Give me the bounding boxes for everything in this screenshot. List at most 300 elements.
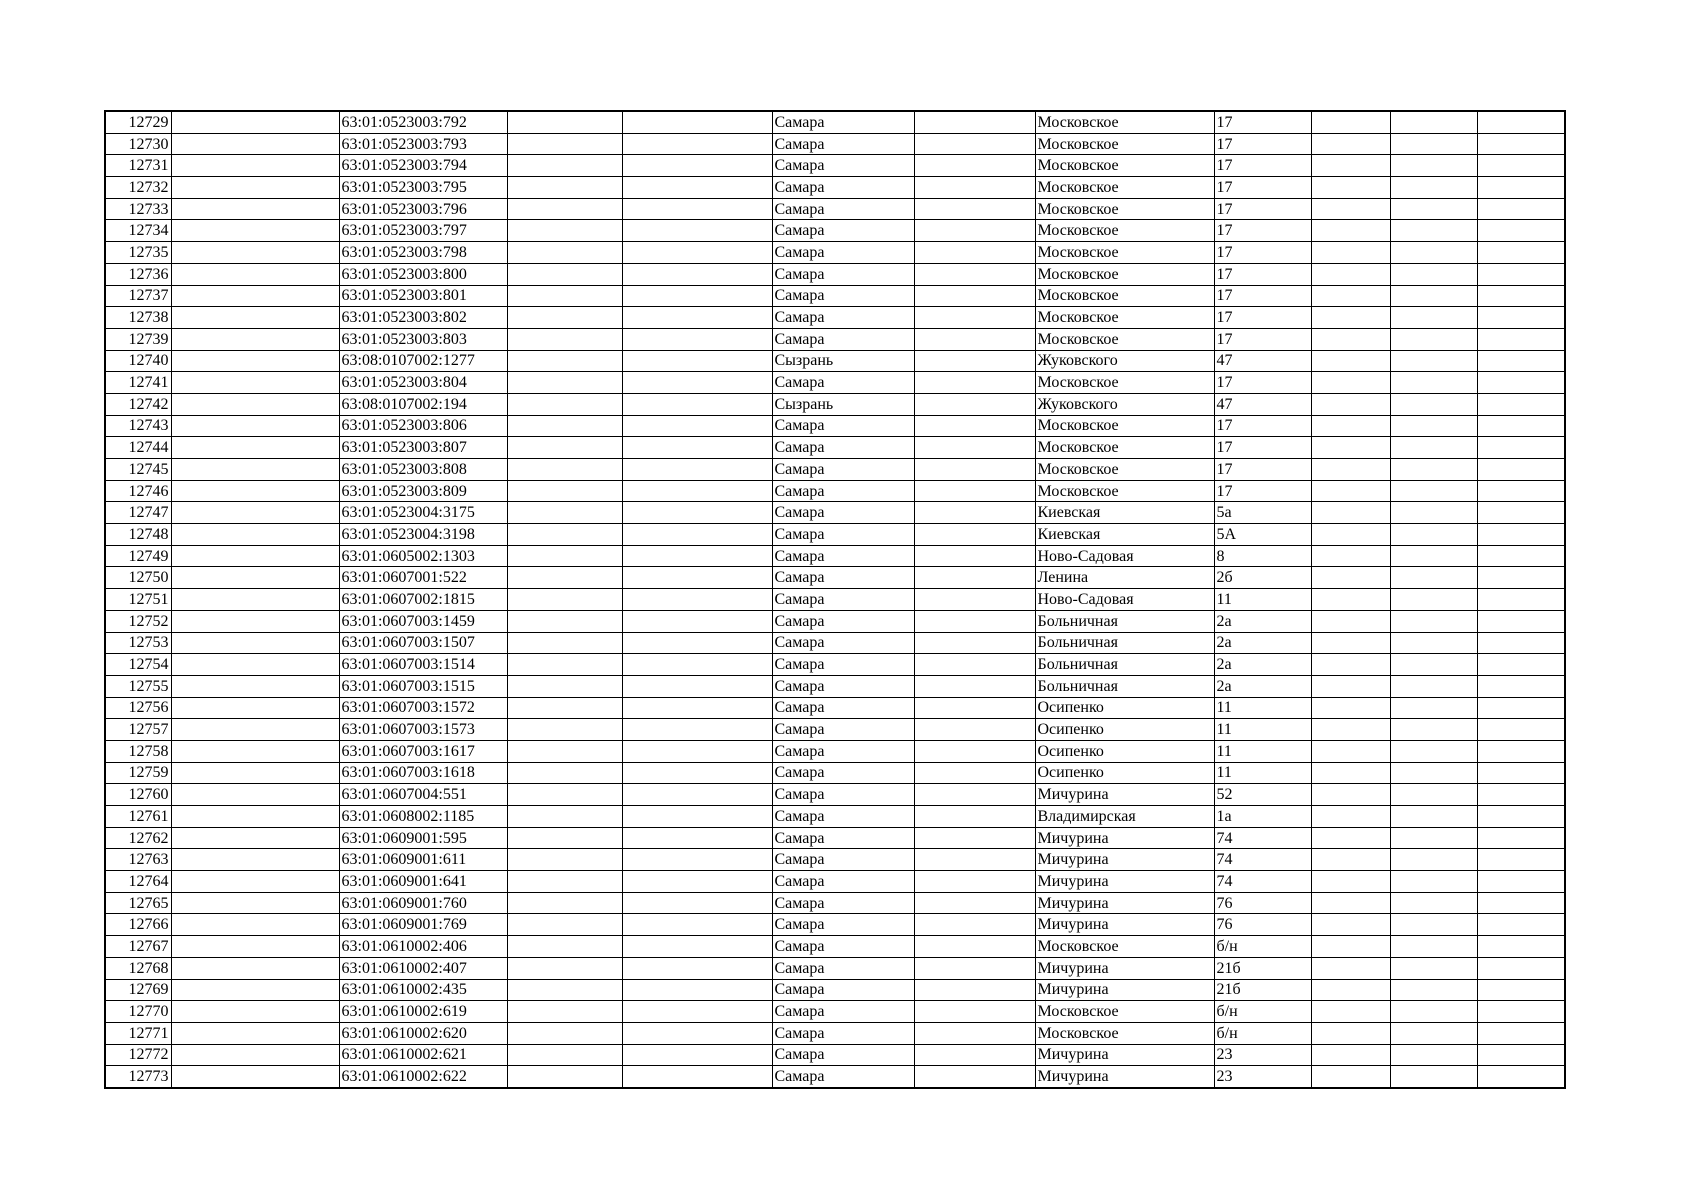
- blank-cell-b: [507, 328, 622, 350]
- city-cell: Самара: [772, 871, 914, 893]
- table-row: [105, 1022, 1565, 1044]
- blank-cell-a: [171, 524, 339, 546]
- table-row: [105, 806, 1565, 828]
- blank-cell-a: [171, 111, 339, 133]
- city-cell: Самара: [772, 849, 914, 871]
- house-number-cell: 17: [1214, 242, 1311, 264]
- blank-cell-c: [622, 1044, 772, 1066]
- blank-cell-g: [1477, 328, 1565, 350]
- blank-cell-g: [1477, 155, 1565, 177]
- row-number-cell: 12755: [105, 675, 171, 697]
- blank-cell-d: [914, 914, 1035, 936]
- blank-cell-e: [1311, 155, 1390, 177]
- row-number-cell: 12748: [105, 524, 171, 546]
- street-cell: Ленина: [1035, 567, 1214, 589]
- blank-cell-e: [1311, 133, 1390, 155]
- row-number-cell: 12750: [105, 567, 171, 589]
- cadastral-number-cell: 63:01:0607003:1507: [339, 632, 507, 654]
- house-number-cell: 5а: [1214, 502, 1311, 524]
- blank-cell-c: [622, 675, 772, 697]
- street-cell: Московское: [1035, 936, 1214, 958]
- blank-cell-e: [1311, 567, 1390, 589]
- blank-cell-d: [914, 242, 1035, 264]
- house-number-cell: 17: [1214, 285, 1311, 307]
- row-number-cell: 12730: [105, 133, 171, 155]
- street-cell: Ново-Садовая: [1035, 589, 1214, 611]
- cadastral-number-cell: 63:01:0607003:1515: [339, 675, 507, 697]
- blank-cell-d: [914, 415, 1035, 437]
- blank-cell-g: [1477, 459, 1565, 481]
- blank-cell-d: [914, 871, 1035, 893]
- blank-cell-a: [171, 654, 339, 676]
- city-cell: Самара: [772, 545, 914, 567]
- cadastral-number-cell: 63:01:0610002:621: [339, 1044, 507, 1066]
- blank-cell-g: [1477, 936, 1565, 958]
- blank-cell-g: [1477, 979, 1565, 1001]
- row-number-cell: 12761: [105, 806, 171, 828]
- blank-cell-a: [171, 285, 339, 307]
- blank-cell-g: [1477, 871, 1565, 893]
- city-cell: Самара: [772, 502, 914, 524]
- house-number-cell: 17: [1214, 177, 1311, 199]
- house-number-cell: 17: [1214, 198, 1311, 220]
- city-cell: Самара: [772, 697, 914, 719]
- blank-cell-e: [1311, 242, 1390, 264]
- blank-cell-a: [171, 871, 339, 893]
- blank-cell-d: [914, 697, 1035, 719]
- row-number-cell: 12771: [105, 1022, 171, 1044]
- cadastral-number-cell: 63:01:0523003:793: [339, 133, 507, 155]
- city-cell: Самара: [772, 892, 914, 914]
- blank-cell-b: [507, 242, 622, 264]
- blank-cell-c: [622, 654, 772, 676]
- row-number-cell: 12763: [105, 849, 171, 871]
- blank-cell-g: [1477, 849, 1565, 871]
- house-number-cell: 23: [1214, 1066, 1311, 1088]
- blank-cell-d: [914, 719, 1035, 741]
- row-number-cell: 12756: [105, 697, 171, 719]
- blank-cell-c: [622, 459, 772, 481]
- cadastral-number-cell: 63:01:0523003:804: [339, 372, 507, 394]
- street-cell: Московское: [1035, 220, 1214, 242]
- blank-cell-b: [507, 979, 622, 1001]
- street-cell: Московское: [1035, 415, 1214, 437]
- blank-cell-e: [1311, 111, 1390, 133]
- blank-cell-e: [1311, 632, 1390, 654]
- blank-cell-a: [171, 155, 339, 177]
- blank-cell-c: [622, 155, 772, 177]
- blank-cell-b: [507, 177, 622, 199]
- blank-cell-c: [622, 502, 772, 524]
- blank-cell-d: [914, 654, 1035, 676]
- blank-cell-c: [622, 914, 772, 936]
- table-row: [105, 480, 1565, 502]
- blank-cell-d: [914, 632, 1035, 654]
- blank-cell-f: [1390, 480, 1477, 502]
- house-number-cell: 17: [1214, 263, 1311, 285]
- street-cell: Московское: [1035, 263, 1214, 285]
- blank-cell-b: [507, 806, 622, 828]
- blank-cell-a: [171, 914, 339, 936]
- house-number-cell: 11: [1214, 719, 1311, 741]
- blank-cell-f: [1390, 697, 1477, 719]
- blank-cell-c: [622, 111, 772, 133]
- blank-cell-e: [1311, 263, 1390, 285]
- street-cell: Мичурина: [1035, 914, 1214, 936]
- blank-cell-c: [622, 979, 772, 1001]
- blank-cell-d: [914, 263, 1035, 285]
- blank-cell-c: [622, 263, 772, 285]
- blank-cell-e: [1311, 307, 1390, 329]
- house-number-cell: 76: [1214, 914, 1311, 936]
- blank-cell-e: [1311, 1022, 1390, 1044]
- blank-cell-c: [622, 1001, 772, 1023]
- city-cell: Самара: [772, 285, 914, 307]
- city-cell: Самара: [772, 263, 914, 285]
- blank-cell-d: [914, 545, 1035, 567]
- blank-cell-c: [622, 697, 772, 719]
- blank-cell-b: [507, 632, 622, 654]
- row-number-cell: 12746: [105, 480, 171, 502]
- house-number-cell: 8: [1214, 545, 1311, 567]
- house-number-cell: 17: [1214, 307, 1311, 329]
- blank-cell-a: [171, 328, 339, 350]
- cadastral-number-cell: 63:08:0107002:1277: [339, 350, 507, 372]
- blank-cell-f: [1390, 979, 1477, 1001]
- street-cell: Киевская: [1035, 502, 1214, 524]
- blank-cell-b: [507, 849, 622, 871]
- street-cell: Осипенко: [1035, 762, 1214, 784]
- table-row: [105, 220, 1565, 242]
- blank-cell-g: [1477, 892, 1565, 914]
- table-row: [105, 675, 1565, 697]
- blank-cell-f: [1390, 133, 1477, 155]
- blank-cell-a: [171, 198, 339, 220]
- blank-cell-a: [171, 502, 339, 524]
- blank-cell-c: [622, 827, 772, 849]
- city-cell: Сызрань: [772, 393, 914, 415]
- blank-cell-b: [507, 502, 622, 524]
- blank-cell-e: [1311, 784, 1390, 806]
- blank-cell-f: [1390, 220, 1477, 242]
- blank-cell-a: [171, 220, 339, 242]
- blank-cell-a: [171, 806, 339, 828]
- blank-cell-a: [171, 957, 339, 979]
- blank-cell-d: [914, 285, 1035, 307]
- blank-cell-a: [171, 545, 339, 567]
- blank-cell-b: [507, 936, 622, 958]
- row-number-cell: 12757: [105, 719, 171, 741]
- table-row: [105, 849, 1565, 871]
- city-cell: Самара: [772, 740, 914, 762]
- blank-cell-e: [1311, 459, 1390, 481]
- blank-cell-e: [1311, 654, 1390, 676]
- house-number-cell: 2б: [1214, 567, 1311, 589]
- blank-cell-g: [1477, 1022, 1565, 1044]
- blank-cell-f: [1390, 957, 1477, 979]
- city-cell: Самара: [772, 719, 914, 741]
- blank-cell-g: [1477, 242, 1565, 264]
- blank-cell-g: [1477, 1066, 1565, 1088]
- blank-cell-d: [914, 459, 1035, 481]
- table-row: [105, 1001, 1565, 1023]
- city-cell: Самара: [772, 307, 914, 329]
- city-cell: Самара: [772, 198, 914, 220]
- blank-cell-b: [507, 784, 622, 806]
- blank-cell-g: [1477, 567, 1565, 589]
- cadastral-number-cell: 63:01:0523003:797: [339, 220, 507, 242]
- cadastral-number-cell: 63:01:0523004:3175: [339, 502, 507, 524]
- blank-cell-f: [1390, 914, 1477, 936]
- blank-cell-c: [622, 740, 772, 762]
- blank-cell-f: [1390, 393, 1477, 415]
- table-row: [105, 263, 1565, 285]
- blank-cell-g: [1477, 350, 1565, 372]
- blank-cell-d: [914, 524, 1035, 546]
- blank-cell-a: [171, 1001, 339, 1023]
- blank-cell-b: [507, 263, 622, 285]
- blank-cell-e: [1311, 328, 1390, 350]
- cadastral-number-cell: 63:01:0523003:796: [339, 198, 507, 220]
- table-row: [105, 567, 1565, 589]
- blank-cell-a: [171, 589, 339, 611]
- cadastral-number-cell: 63:01:0607003:1572: [339, 697, 507, 719]
- blank-cell-a: [171, 1066, 339, 1088]
- blank-cell-b: [507, 827, 622, 849]
- blank-cell-d: [914, 936, 1035, 958]
- blank-cell-d: [914, 979, 1035, 1001]
- row-number-cell: 12745: [105, 459, 171, 481]
- street-cell: Московское: [1035, 242, 1214, 264]
- blank-cell-d: [914, 502, 1035, 524]
- blank-cell-a: [171, 610, 339, 632]
- house-number-cell: 47: [1214, 393, 1311, 415]
- cadastral-number-cell: 63:01:0607003:1514: [339, 654, 507, 676]
- blank-cell-d: [914, 849, 1035, 871]
- table-row: [105, 328, 1565, 350]
- row-number-cell: 12735: [105, 242, 171, 264]
- blank-cell-f: [1390, 350, 1477, 372]
- table-row: [105, 242, 1565, 264]
- blank-cell-c: [622, 198, 772, 220]
- blank-cell-b: [507, 220, 622, 242]
- cadastral-number-cell: 63:01:0523003:808: [339, 459, 507, 481]
- city-cell: Самара: [772, 480, 914, 502]
- blank-cell-e: [1311, 719, 1390, 741]
- table-row: [105, 155, 1565, 177]
- city-cell: Самара: [772, 220, 914, 242]
- street-cell: Московское: [1035, 459, 1214, 481]
- row-number-cell: 12749: [105, 545, 171, 567]
- house-number-cell: 17: [1214, 437, 1311, 459]
- blank-cell-d: [914, 177, 1035, 199]
- table-row: [105, 589, 1565, 611]
- blank-cell-e: [1311, 415, 1390, 437]
- row-number-cell: 12736: [105, 263, 171, 285]
- blank-cell-d: [914, 198, 1035, 220]
- city-cell: Самара: [772, 372, 914, 394]
- blank-cell-a: [171, 632, 339, 654]
- blank-cell-f: [1390, 589, 1477, 611]
- house-number-cell: 17: [1214, 328, 1311, 350]
- blank-cell-c: [622, 1022, 772, 1044]
- blank-cell-b: [507, 285, 622, 307]
- house-number-cell: 11: [1214, 589, 1311, 611]
- house-number-cell: 11: [1214, 697, 1311, 719]
- blank-cell-c: [622, 589, 772, 611]
- row-number-cell: 12767: [105, 936, 171, 958]
- blank-cell-e: [1311, 849, 1390, 871]
- table-row: [105, 719, 1565, 741]
- blank-cell-g: [1477, 719, 1565, 741]
- blank-cell-d: [914, 784, 1035, 806]
- blank-cell-g: [1477, 415, 1565, 437]
- blank-cell-b: [507, 1066, 622, 1088]
- blank-cell-g: [1477, 957, 1565, 979]
- blank-cell-g: [1477, 524, 1565, 546]
- city-cell: Самара: [772, 524, 914, 546]
- blank-cell-d: [914, 393, 1035, 415]
- street-cell: Осипенко: [1035, 697, 1214, 719]
- street-cell: Больничная: [1035, 654, 1214, 676]
- street-cell: Мичурина: [1035, 871, 1214, 893]
- blank-cell-d: [914, 892, 1035, 914]
- blank-cell-d: [914, 1066, 1035, 1088]
- blank-cell-b: [507, 654, 622, 676]
- blank-cell-d: [914, 372, 1035, 394]
- cadastral-number-cell: 63:01:0608002:1185: [339, 806, 507, 828]
- blank-cell-f: [1390, 610, 1477, 632]
- house-number-cell: 17: [1214, 155, 1311, 177]
- row-number-cell: 12759: [105, 762, 171, 784]
- blank-cell-c: [622, 437, 772, 459]
- blank-cell-f: [1390, 263, 1477, 285]
- blank-cell-d: [914, 350, 1035, 372]
- house-number-cell: 21б: [1214, 979, 1311, 1001]
- blank-cell-f: [1390, 372, 1477, 394]
- blank-cell-d: [914, 740, 1035, 762]
- blank-cell-a: [171, 827, 339, 849]
- blank-cell-b: [507, 459, 622, 481]
- table-row: [105, 871, 1565, 893]
- blank-cell-d: [914, 480, 1035, 502]
- city-cell: Самара: [772, 632, 914, 654]
- blank-cell-e: [1311, 524, 1390, 546]
- street-cell: Московское: [1035, 1001, 1214, 1023]
- blank-cell-a: [171, 459, 339, 481]
- street-cell: Осипенко: [1035, 719, 1214, 741]
- table-row: [105, 415, 1565, 437]
- street-cell: Московское: [1035, 372, 1214, 394]
- blank-cell-g: [1477, 784, 1565, 806]
- cadastral-number-cell: 63:01:0609001:641: [339, 871, 507, 893]
- blank-cell-c: [622, 415, 772, 437]
- city-cell: Самара: [772, 242, 914, 264]
- city-cell: Самара: [772, 675, 914, 697]
- cadastral-number-cell: 63:01:0610002:435: [339, 979, 507, 1001]
- blank-cell-a: [171, 784, 339, 806]
- house-number-cell: 17: [1214, 372, 1311, 394]
- street-cell: Московское: [1035, 111, 1214, 133]
- cadastral-number-cell: 63:01:0523004:3198: [339, 524, 507, 546]
- row-number-cell: 12741: [105, 372, 171, 394]
- blank-cell-e: [1311, 177, 1390, 199]
- blank-cell-f: [1390, 871, 1477, 893]
- cadastral-number-cell: 63:01:0523003:802: [339, 307, 507, 329]
- blank-cell-b: [507, 415, 622, 437]
- cadastral-number-cell: 63:01:0523003:806: [339, 415, 507, 437]
- table-row: [105, 502, 1565, 524]
- house-number-cell: 11: [1214, 762, 1311, 784]
- row-number-cell: 12732: [105, 177, 171, 199]
- city-cell: Самара: [772, 133, 914, 155]
- city-cell: Самара: [772, 328, 914, 350]
- blank-cell-b: [507, 350, 622, 372]
- blank-cell-e: [1311, 480, 1390, 502]
- blank-cell-b: [507, 1001, 622, 1023]
- blank-cell-a: [171, 697, 339, 719]
- blank-cell-b: [507, 914, 622, 936]
- blank-cell-g: [1477, 502, 1565, 524]
- city-cell: Самара: [772, 567, 914, 589]
- blank-cell-f: [1390, 740, 1477, 762]
- city-cell: Самара: [772, 827, 914, 849]
- blank-cell-c: [622, 220, 772, 242]
- blank-cell-g: [1477, 697, 1565, 719]
- blank-cell-g: [1477, 263, 1565, 285]
- blank-cell-b: [507, 610, 622, 632]
- blank-cell-c: [622, 871, 772, 893]
- blank-cell-b: [507, 133, 622, 155]
- row-number-cell: 12758: [105, 740, 171, 762]
- blank-cell-b: [507, 1044, 622, 1066]
- blank-cell-a: [171, 567, 339, 589]
- house-number-cell: 2а: [1214, 675, 1311, 697]
- blank-cell-f: [1390, 1066, 1477, 1088]
- house-number-cell: 47: [1214, 350, 1311, 372]
- blank-cell-g: [1477, 675, 1565, 697]
- blank-cell-g: [1477, 285, 1565, 307]
- blank-cell-b: [507, 155, 622, 177]
- city-cell: Самара: [772, 1066, 914, 1088]
- blank-cell-a: [171, 350, 339, 372]
- house-number-cell: 17: [1214, 111, 1311, 133]
- blank-cell-b: [507, 567, 622, 589]
- blank-cell-f: [1390, 285, 1477, 307]
- blank-cell-g: [1477, 480, 1565, 502]
- blank-cell-b: [507, 111, 622, 133]
- blank-cell-g: [1477, 1044, 1565, 1066]
- blank-cell-f: [1390, 177, 1477, 199]
- blank-cell-b: [507, 437, 622, 459]
- blank-cell-c: [622, 892, 772, 914]
- house-number-cell: 52: [1214, 784, 1311, 806]
- blank-cell-f: [1390, 155, 1477, 177]
- blank-cell-g: [1477, 762, 1565, 784]
- blank-cell-d: [914, 827, 1035, 849]
- row-number-cell: 12738: [105, 307, 171, 329]
- blank-cell-a: [171, 372, 339, 394]
- street-cell: Московское: [1035, 198, 1214, 220]
- blank-cell-b: [507, 957, 622, 979]
- house-number-cell: 17: [1214, 459, 1311, 481]
- blank-cell-d: [914, 1001, 1035, 1023]
- street-cell: Больничная: [1035, 632, 1214, 654]
- table-row: [105, 111, 1565, 133]
- blank-cell-e: [1311, 393, 1390, 415]
- house-number-cell: 2а: [1214, 632, 1311, 654]
- row-number-cell: 12742: [105, 393, 171, 415]
